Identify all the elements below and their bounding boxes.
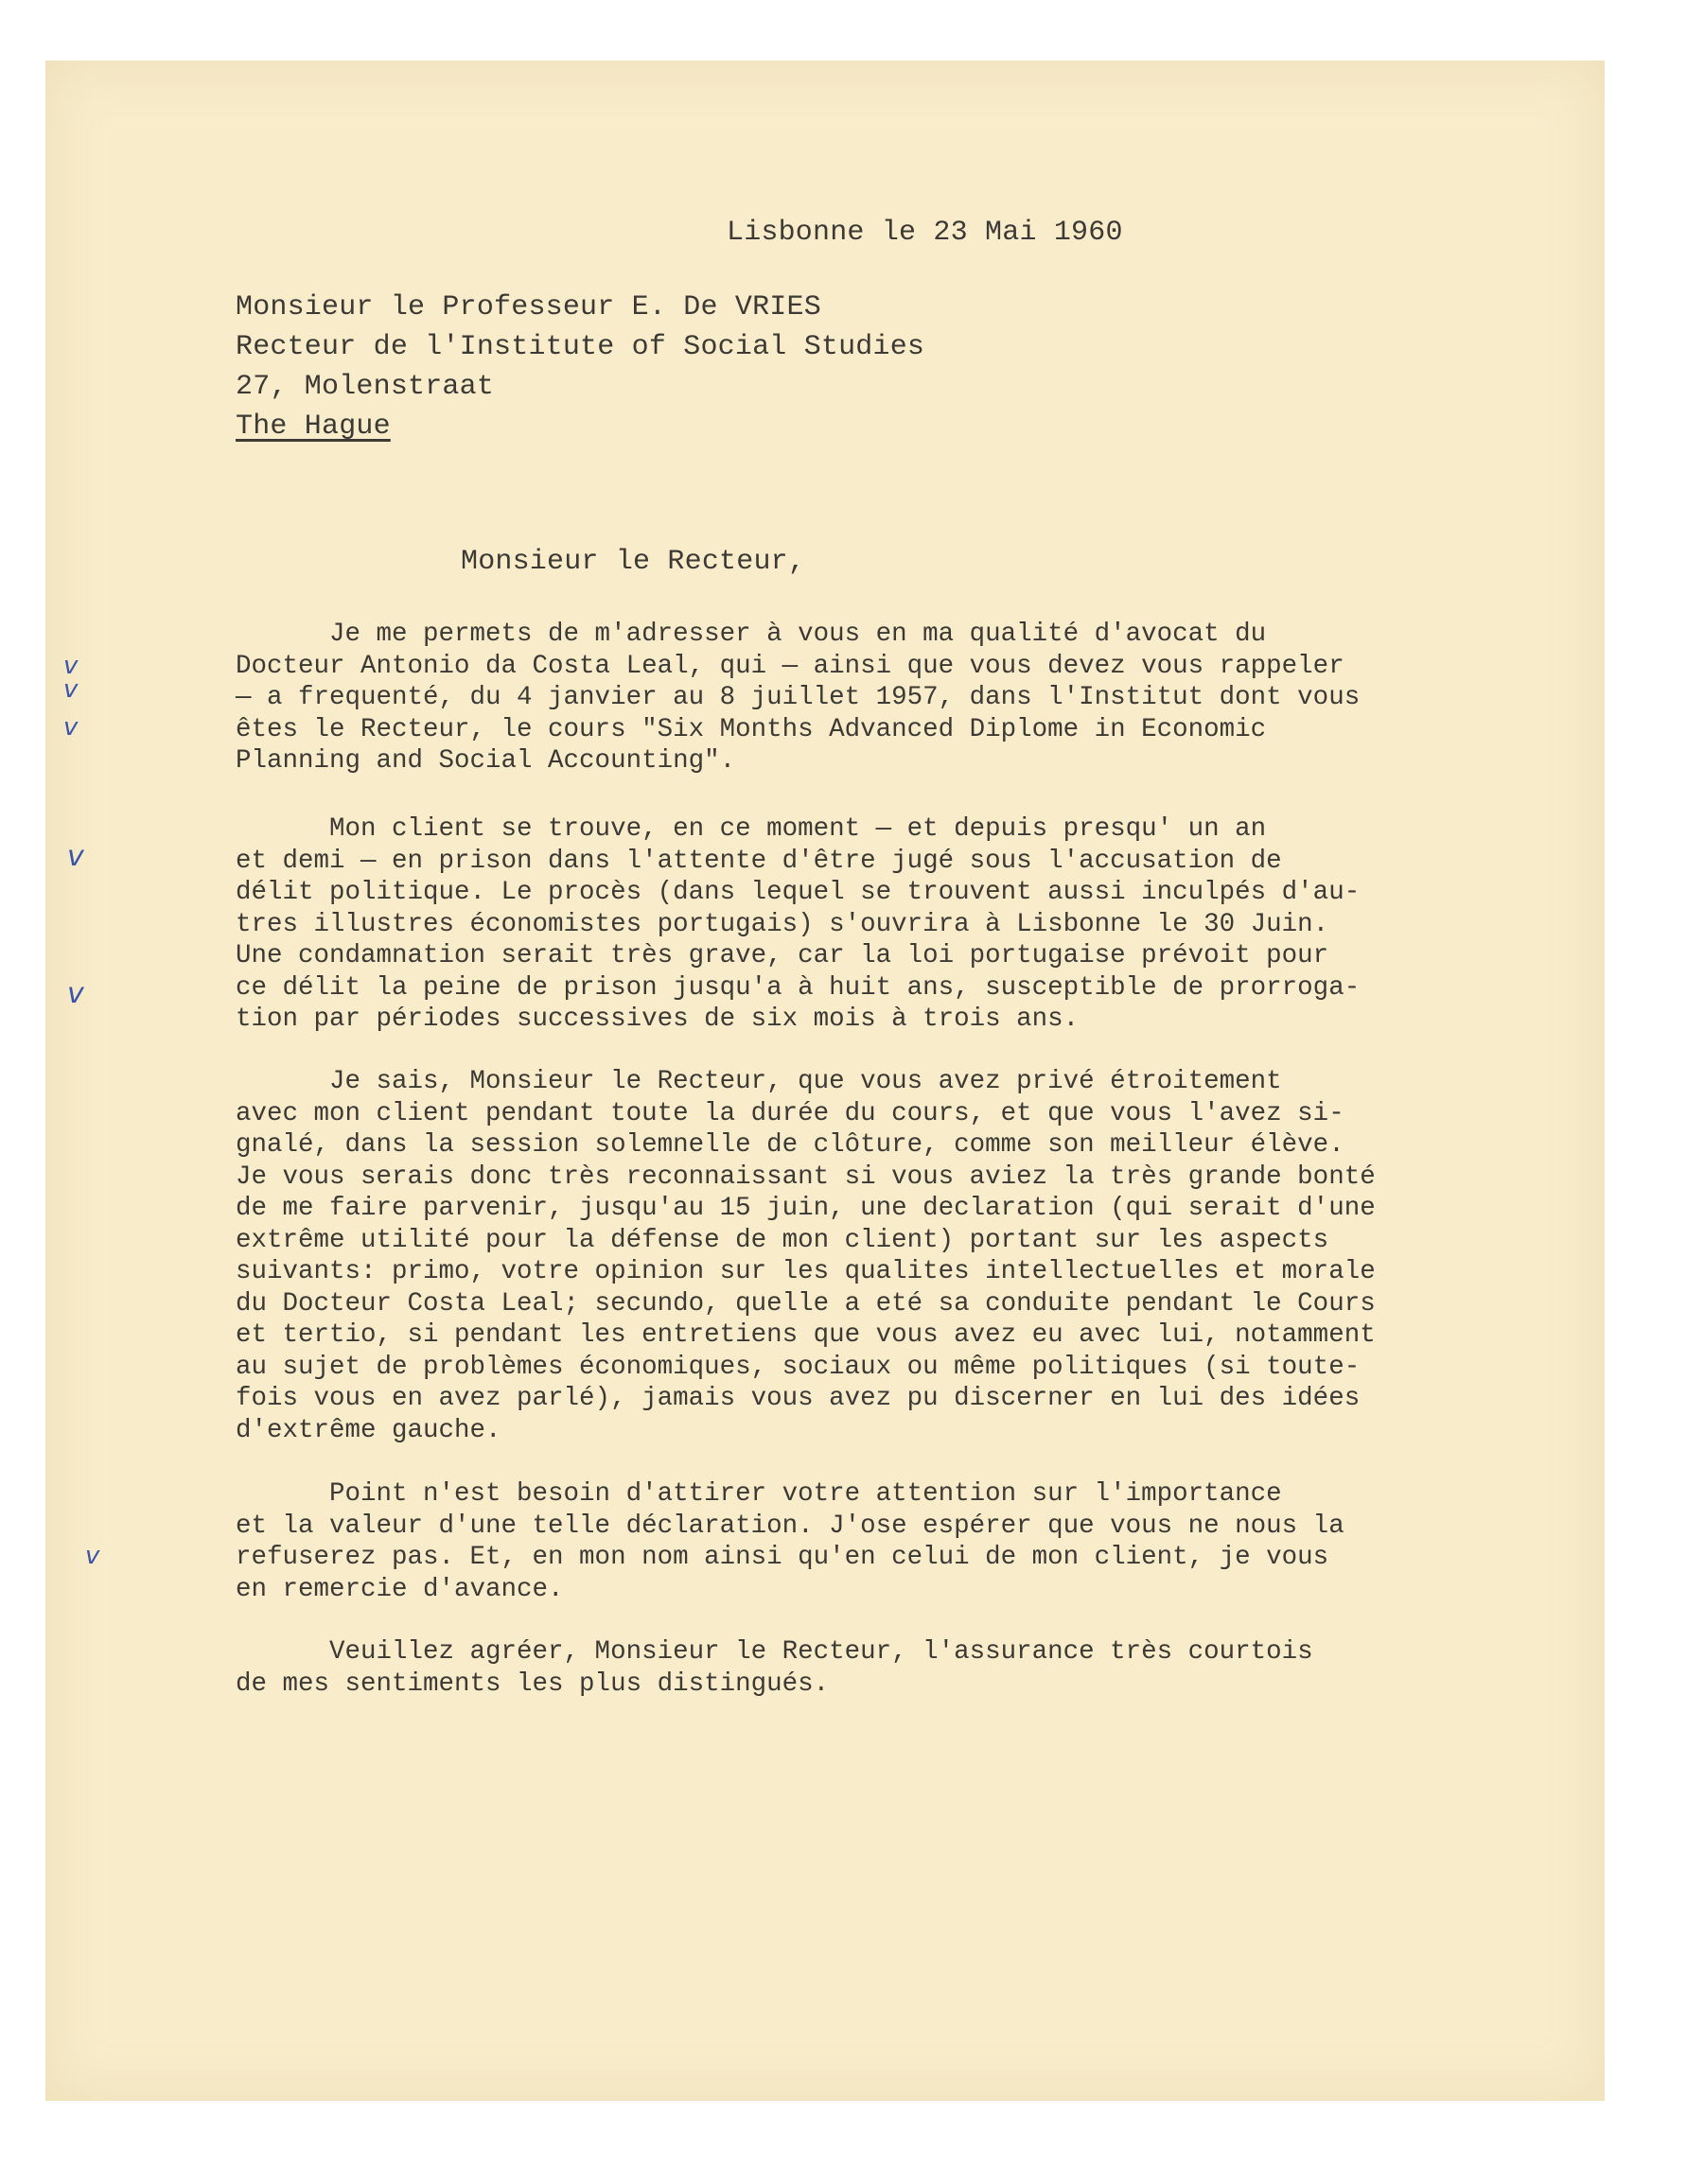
paragraph-closing: Veuillez agréer, Monsieur le Recteur, l'assurance très courtois de mes sentiments les plus distingués. xyxy=(236,1637,1313,1699)
recipient-title: Recteur de l'Institute of Social Studies xyxy=(236,331,925,363)
margin-check-mark: v xyxy=(63,675,79,704)
paragraph-importance: Point n'est besoin d'attirer votre attention sur l'importance et la valeur d'une telle déclaration. J'ose espérer que vous ne nous la refuserez pas. Et, en mon nom ainsi qu'en celui de mon client, je vous en remercie d'avance. xyxy=(236,1479,1344,1604)
margin-check-mark: v xyxy=(67,840,84,873)
recipient-city: The Hague xyxy=(236,411,391,443)
paragraph-situation: Mon client se trouve, en ce moment — et depuis presqu' un an et demi — en prison dans l'attente d'être jugé sous l'accusation de délit politique. Le procès (dans lequel se trouvent aussi inculpés d'au- tres illustres économistes portugais) s'ouvrira à Lisbonne le 30 Juin. Une condamnation serait très grave, car la loi portugaise prévoit pour ce délit la peine de prison jusqu'a à huit ans, susceptible de prorroga- tion par périodes successives de six mois à trois ans. xyxy=(236,814,1361,1034)
letter-date: Lisbonne le 23 Mai 1960 xyxy=(727,217,1123,249)
margin-check-mark: v xyxy=(63,713,79,742)
recipient-name: Monsieur le Professeur E. De VRIES xyxy=(236,291,821,323)
paragraph-introduction: Je me permets de m'adresser à vous en ma qualité d'avocat du Docteur Antonio da Costa Leal, qui — ainsi que vous devez vous rappeler — a frequenté, du 4 janvier au 8 juillet 1957, dans l'Institut dont vous êtes le Recteur, le cours "Six Months Advanced Diplome in Economic Planning and Social Accounting". xyxy=(236,620,1361,776)
margin-check-mark: v xyxy=(85,1542,100,1570)
paragraph-request: Je sais, Monsieur le Recteur, que vous avez privé étroitement avec mon client pendant toute la durée du cours, et que vous l'avez si- gnalé, dans la session solemnelle de clôture, comme son meilleur élève. Je vous serais donc très reconnaissant si vous aviez la très grande bonté de me faire parvenir, jusqu'au 15 juin, une declaration (qui serait d'une extrême utilité pour la défense de mon client) portant sur les aspects suivants: primo, votre opinion sur les qualites intellectuelles et morale du Docteur Costa Leal; secundo, quelle a eté sa conduite pendant le Cours et tertio, si pendant les entretiens que vous avez eu avec lui, notamment au sujet de problèmes économiques, sociaux ou même politiques (si toute- fois vous en avez parlé), jamais vous avez pu discerner en lui des idées d'extrême gauche. xyxy=(236,1067,1376,1445)
margin-check-mark: v xyxy=(63,652,79,680)
salutation: Monsieur le Recteur, xyxy=(461,546,806,578)
recipient-street: 27, Molenstraat xyxy=(236,371,495,403)
margin-check-mark: v xyxy=(67,977,84,1010)
